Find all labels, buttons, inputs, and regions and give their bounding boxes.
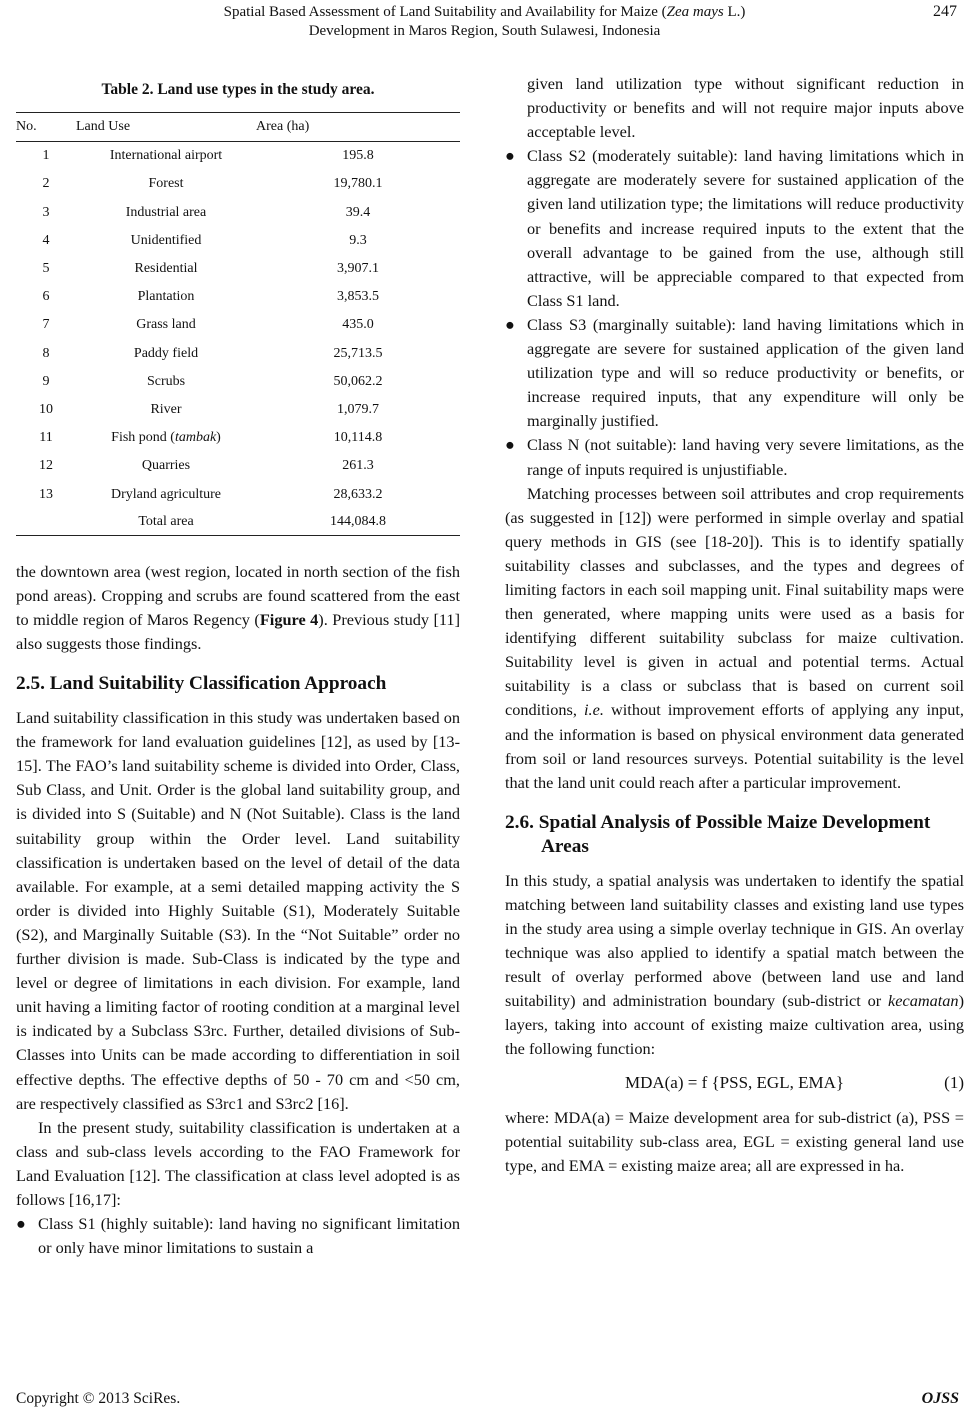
paragraph-classification: Land suitability classification in this study was undertaken based on the framework for land evaluation guidelines [12], as used by [13-15]. The FAO’s land suitability scheme is divided into Order, Class, Sub Class, and Unit. Order is the global land suitability group, and is divided into S (Suitable) and N (Not Suitable). Class is the land suitability group within the Order level. Land suitability classification is undertaken based on the level of detail of the data available. For example, at a semi detailed mapping activity the S order is divided into Highly Suitable (S1), Moderately Suitable (S2), and Marginally Suitable (S3). In the “Not Suitable” order no further division is made. Sub-Class is indicated by the type and level or degree of limitations in each division. For example, land unit having a limiting factor of rooting condition at a marginal level is indicated by a Subclass S3rc. Further, detailed divisions of Sub-Classes into Units can be made according to differentiation in soil effective depths. The effective depths of 50 - 70 cm and <50 cm, are respectively classified as S3rc1 and S3rc2 [16]. xyxy=(16,708,460,1113)
cell-land-use: Residential xyxy=(134,260,198,276)
right-column xyxy=(505,72,964,1178)
cell-land-use: Unidentified xyxy=(130,232,202,248)
table-row xyxy=(16,311,460,339)
local-term: kecamatan xyxy=(888,991,959,1011)
cell-no: 13 xyxy=(39,486,53,502)
table-row xyxy=(16,340,460,368)
bullet-icon: ● xyxy=(505,314,515,334)
equation-1 xyxy=(505,1068,964,1098)
table-row xyxy=(16,283,460,311)
species-name: Zea mays xyxy=(666,4,724,20)
total-label: Total area xyxy=(76,509,256,536)
cell-land-use: Industrial area xyxy=(125,204,207,220)
table-total-row xyxy=(16,509,460,536)
cell-no: 2 xyxy=(42,176,50,192)
cell-land-use: Grass land xyxy=(136,317,196,333)
bullet-icon: ● xyxy=(16,1214,26,1234)
page-number: 247 xyxy=(933,3,957,20)
list-item-class-s1: ● Class S1 (highly suitable): land having no significant limitation or only have minor limitations to sustain a xyxy=(16,1214,460,1258)
class-list-start xyxy=(16,1212,460,1260)
cell-land-use: River xyxy=(150,401,182,417)
cell-land-use: Paddy field xyxy=(133,345,199,361)
cell-no: 6 xyxy=(42,289,50,305)
class-list-continued xyxy=(505,72,964,482)
cell-land-use: Plantation xyxy=(137,289,195,305)
left-column xyxy=(16,66,460,1260)
figure-reference: Figure 4 xyxy=(259,609,319,629)
table-caption: Table 2. Land use types in the study area. xyxy=(101,81,375,98)
cell-area: 3,853.5 xyxy=(337,289,379,305)
list-item-class-s3: ● Class S3 (marginally suitable): land having limitations which in aggregate are severe for sustained application of the given land utilization type and will so reduce productivity or benefits, or increase required inputs, that any expenditure will only be marginally justified. xyxy=(505,314,964,431)
cell-area: 10,114.8 xyxy=(333,430,383,446)
running-header xyxy=(0,3,969,41)
cell-area: 9.3 xyxy=(349,232,367,248)
table-row xyxy=(16,255,460,283)
cell-area: 39.4 xyxy=(345,204,371,220)
running-title-line-1: Spatial Based Assessment of Land Suitability and Availability for Maize (Zea mays L.) xyxy=(223,4,746,20)
cell-area: 19,780.1 xyxy=(333,176,383,192)
cell-area: 3,907.1 xyxy=(337,260,379,276)
copyright-notice: Copyright © 2013 SciRes. xyxy=(16,1390,181,1407)
table-row xyxy=(16,199,460,227)
table-row xyxy=(16,142,460,171)
table-header-row xyxy=(16,113,460,142)
cell-area: 1,079.7 xyxy=(337,401,379,417)
cell-land-use: International airport xyxy=(109,148,223,164)
paragraph-equation-definitions: where: MDA(a) = Maize development area for sub-district (a), PSS = potential suitability sub-class area, EGL = existing general land use type, and EMA = existing maize area; all are expressed in ha. xyxy=(505,1107,964,1175)
cell-land-use: Forest xyxy=(148,176,184,192)
list-item-class-s2: ● Class S2 (moderately suitable): land having limitations which in aggregate are moderately severe for sustained application of the given land utilization type; the limitations will reduce productivity or benefits and increase required inputs to the extent that the overall advantage to be gained from the use, although still attractive, will be appreciable compared to that expected from Class S1 land. xyxy=(505,146,964,310)
paragraph-downtown: the downtown area (west region, located in north section of the fish pond areas). Cropping and scrubs are found scattered from the east to middle region of Maros Regency (Figure 4). Previous study [11] also suggests those findings. xyxy=(16,561,460,654)
bullet-icon: ● xyxy=(505,146,515,166)
cell-area: 28,633.2 xyxy=(333,486,383,502)
cell-no: 11 xyxy=(39,430,53,446)
cell-no: 10 xyxy=(39,401,53,417)
bullet-icon: ● xyxy=(505,435,515,455)
section-heading-2-5: 2.5. Land Suitability Classification Approach xyxy=(16,673,387,695)
cell-area: 261.3 xyxy=(342,458,374,474)
land-use-table xyxy=(16,112,460,536)
cell-land-use: Dryland agriculture xyxy=(110,486,221,502)
table-row xyxy=(16,481,460,509)
cell-area: 435.0 xyxy=(342,317,374,333)
column-header-area: Area (ha) xyxy=(256,113,460,142)
cell-land-use: Scrubs xyxy=(146,373,186,389)
cell-no: 3 xyxy=(42,204,50,220)
cell-area: 195.8 xyxy=(342,148,374,164)
table-body xyxy=(16,142,460,536)
list-item-class-s1-continued: given land utilization type without significant reduction in productivity or benefits and will not require major inputs above acceptable level. xyxy=(527,74,964,142)
cell-no: 12 xyxy=(39,458,53,474)
cell-no: 8 xyxy=(42,345,50,361)
paragraph-spatial-analysis: In this study, a spatial analysis was undertaken to identify the spatial matching between land suitability classes and existing land use types in the study area using a simple overlay technique in GIS. An overlay technique was also applied to identify a spatial match between the result of overlay performed above (between land use and land suitability) and administration boundary (sub-district or kecamatan) layers, taking into account of existing maize cultivation area, using the following function: xyxy=(505,870,964,1059)
equation-body: MDA(a) = f {PSS, EGL, EMA} xyxy=(624,1072,845,1092)
column-header-no: No. xyxy=(16,113,76,142)
cell-no: 1 xyxy=(42,148,50,164)
paragraph-matching: Matching processes between soil attributes and crop requirements (as suggested in [12]) were performed in simple overlay and spatial query methods in GIS (see [18-20]). This is to identify spatially suitability classes and subclasses, and the types and degrees of limiting factors in each soil mapping unit. Final suitability maps were then generated, where mapping units were used as a basis for identifying different suitability subclass for maize cultivation. Suitability level is given in actual and potential terms. Actual suitability is a class or subclass that is based on current soil conditions, i.e. without improvement efforts of applying any input, and the information is based on physical environment data generated from soil or land resources surveys. Potential suitability is the level that the land unit could reach after a particular improvement. xyxy=(505,483,964,792)
total-area: 144,084.8 xyxy=(256,509,460,536)
section-heading-2-6: 2.6. Spatial Analysis of Possible Maize Development Areas xyxy=(505,811,931,857)
cell-area: 25,713.5 xyxy=(333,345,383,361)
list-item-class-n: ● Class N (not suitable): land having very severe limitations, as the range of inputs required is unjustifiable. xyxy=(505,435,964,479)
cell-land-use: Fish pond (tambak) xyxy=(111,430,221,446)
table-row xyxy=(16,396,460,424)
cell-no: 7 xyxy=(42,317,50,333)
running-title-line-2: Development in Maros Region, South Sulawesi, Indonesia xyxy=(308,23,661,39)
table-row xyxy=(16,170,460,198)
cell-no: 9 xyxy=(42,373,50,389)
journal-abbreviation: OJSS xyxy=(921,1390,959,1407)
paragraph-present-study: In the present study, suitability classification is undertaken at a class and sub-class levels according to the FAO Framework for Land Evaluation [12]. The classification at class level adopted is as follows [16,17]: xyxy=(16,1117,460,1209)
cell-area: 50,062.2 xyxy=(333,373,383,389)
table-row xyxy=(16,227,460,255)
cell-land-use: Quarries xyxy=(141,458,191,474)
equation-number: (1) xyxy=(944,1072,964,1092)
table-row xyxy=(16,424,460,452)
table-row xyxy=(16,368,460,396)
column-header-land-use: Land Use xyxy=(76,113,256,142)
table-row xyxy=(16,452,460,480)
cell-no: 5 xyxy=(42,260,50,276)
cell-no: 4 xyxy=(42,232,50,248)
